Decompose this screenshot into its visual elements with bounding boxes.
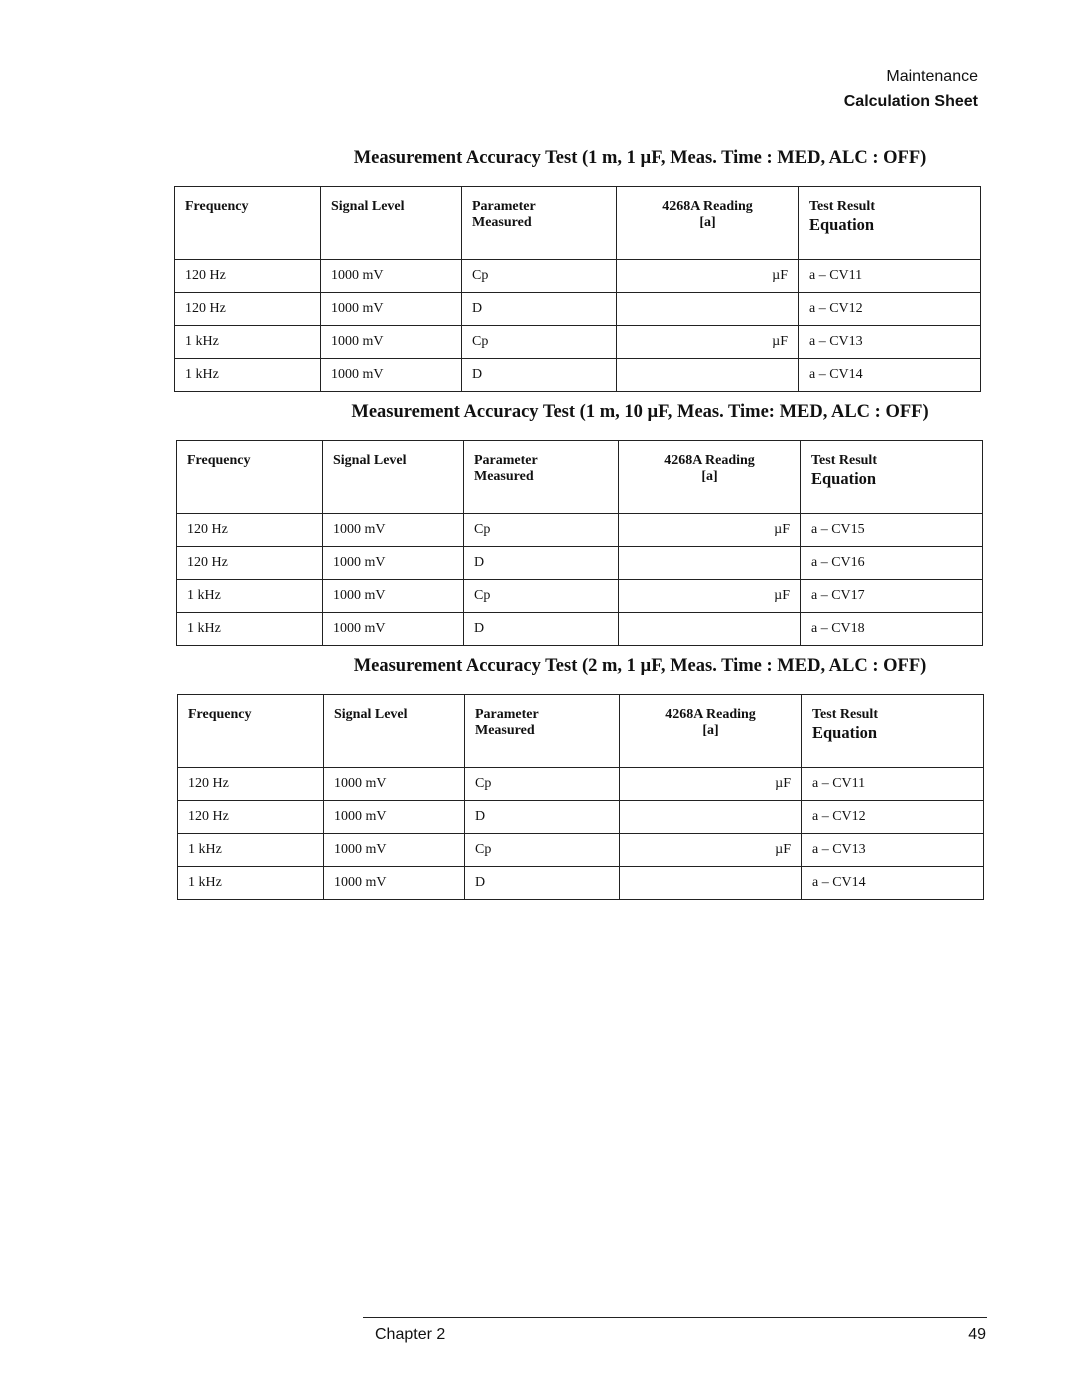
table-row	[178, 834, 984, 867]
footer-rule	[363, 1317, 987, 1318]
signal-level-cell: 1000 mV	[321, 326, 462, 359]
signal-level-cell: 1000 mV	[324, 867, 465, 900]
reading-cell	[620, 867, 802, 900]
signal-level-cell: 1000 mV	[323, 613, 464, 646]
col-test-result: Test Result Equation	[799, 187, 981, 260]
equation-cell: a – CV13	[799, 326, 981, 359]
signal-level-cell: 1000 mV	[321, 293, 462, 326]
signal-level-cell: 1000 mV	[324, 834, 465, 867]
frequency-cell: 1 kHz	[175, 359, 321, 392]
reading-cell	[620, 801, 802, 834]
equation-cell: a – CV13	[802, 834, 984, 867]
signal-level-cell: 1000 mV	[323, 514, 464, 547]
col-test-result: Test Result Equation	[801, 441, 983, 514]
table-row	[175, 359, 981, 392]
equation-cell: a – CV15	[801, 514, 983, 547]
reading-cell: µF	[619, 514, 801, 547]
parameter-cell: Cp	[464, 514, 619, 547]
table-header-row	[177, 441, 983, 514]
equation-cell: a – CV12	[802, 801, 984, 834]
table-row	[175, 260, 981, 293]
reading-cell: µF	[617, 260, 799, 293]
table-header-row	[175, 187, 981, 260]
page-number: 49	[968, 1326, 986, 1343]
reading-cell	[619, 613, 801, 646]
frequency-cell: 1 kHz	[178, 834, 324, 867]
frequency-cell: 1 kHz	[178, 867, 324, 900]
subsection-header: Calculation Sheet	[843, 93, 978, 110]
table-row	[178, 768, 984, 801]
table-row	[177, 580, 983, 613]
col-parameter: Parameter Measured	[464, 441, 619, 514]
table-row	[177, 613, 983, 646]
col-parameter: Parameter Measured	[462, 187, 617, 260]
reading-cell: µF	[620, 834, 802, 867]
chapter-label: Chapter 2	[375, 1326, 446, 1343]
calculation-table	[177, 694, 984, 900]
parameter-cell: Cp	[465, 834, 620, 867]
reading-cell: µF	[619, 580, 801, 613]
table-row	[175, 293, 981, 326]
table-title: Measurement Accuracy Test (1 m, 10 µF, Meas. Time: MED, ALC : OFF)	[351, 402, 929, 422]
col-frequency: Frequency	[175, 187, 321, 260]
section-header: Maintenance	[886, 68, 978, 85]
parameter-cell: D	[464, 613, 619, 646]
frequency-cell: 1 kHz	[177, 613, 323, 646]
parameter-cell: Cp	[462, 260, 617, 293]
col-reading: 4268A Reading [a]	[620, 695, 802, 768]
frequency-cell: 120 Hz	[178, 801, 324, 834]
frequency-cell: 120 Hz	[175, 293, 321, 326]
frequency-cell: 120 Hz	[178, 768, 324, 801]
reading-cell: µF	[617, 326, 799, 359]
equation-cell: a – CV12	[799, 293, 981, 326]
table-row	[177, 547, 983, 580]
calculation-table	[176, 440, 983, 646]
equation-cell: a – CV11	[799, 260, 981, 293]
signal-level-cell: 1000 mV	[323, 580, 464, 613]
table-row	[177, 514, 983, 547]
reading-cell	[619, 547, 801, 580]
equation-cell: a – CV16	[801, 547, 983, 580]
table-header-row	[178, 695, 984, 768]
frequency-cell: 120 Hz	[177, 514, 323, 547]
frequency-cell: 1 kHz	[177, 580, 323, 613]
col-signal-level: Signal Level	[324, 695, 465, 768]
equation-cell: a – CV14	[799, 359, 981, 392]
equation-cell: a – CV17	[801, 580, 983, 613]
parameter-cell: D	[465, 867, 620, 900]
parameter-cell: D	[465, 801, 620, 834]
col-reading: 4268A Reading [a]	[617, 187, 799, 260]
col-reading: 4268A Reading [a]	[619, 441, 801, 514]
parameter-cell: Cp	[462, 326, 617, 359]
equation-cell: a – CV14	[802, 867, 984, 900]
col-test-result: Test Result Equation	[802, 695, 984, 768]
calculation-table	[174, 186, 981, 392]
signal-level-cell: 1000 mV	[321, 359, 462, 392]
table-title: Measurement Accuracy Test (2 m, 1 µF, Meas. Time : MED, ALC : OFF)	[353, 656, 927, 676]
signal-level-cell: 1000 mV	[321, 260, 462, 293]
col-signal-level: Signal Level	[321, 187, 462, 260]
signal-level-cell: 1000 mV	[324, 768, 465, 801]
table-row	[178, 867, 984, 900]
parameter-cell: D	[462, 293, 617, 326]
col-signal-level: Signal Level	[323, 441, 464, 514]
parameter-cell: D	[464, 547, 619, 580]
table-row	[175, 326, 981, 359]
table-row	[178, 801, 984, 834]
signal-level-cell: 1000 mV	[324, 801, 465, 834]
frequency-cell: 120 Hz	[175, 260, 321, 293]
parameter-cell: D	[462, 359, 617, 392]
reading-cell: µF	[620, 768, 802, 801]
signal-level-cell: 1000 mV	[323, 547, 464, 580]
col-frequency: Frequency	[177, 441, 323, 514]
col-parameter: Parameter Measured	[465, 695, 620, 768]
col-frequency: Frequency	[178, 695, 324, 768]
equation-cell: a – CV18	[801, 613, 983, 646]
equation-cell: a – CV11	[802, 768, 984, 801]
frequency-cell: 120 Hz	[177, 547, 323, 580]
parameter-cell: Cp	[464, 580, 619, 613]
frequency-cell: 1 kHz	[175, 326, 321, 359]
reading-cell	[617, 359, 799, 392]
reading-cell	[617, 293, 799, 326]
table-title: Measurement Accuracy Test (1 m, 1 µF, Meas. Time : MED, ALC : OFF)	[353, 148, 927, 168]
parameter-cell: Cp	[465, 768, 620, 801]
